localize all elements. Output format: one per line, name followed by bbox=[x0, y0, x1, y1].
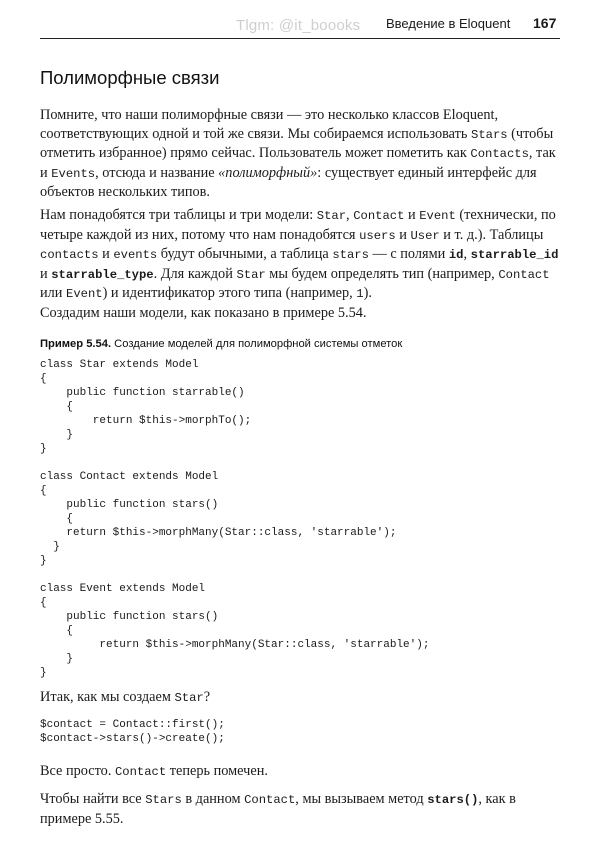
running-header-title: Введение в Eloquent bbox=[386, 16, 511, 31]
inline-code: Events bbox=[51, 166, 96, 181]
example-label: Пример 5.54. bbox=[40, 338, 112, 350]
paragraph-question: Итак, как мы создаем Star? bbox=[40, 689, 211, 705]
page-number: 167 bbox=[533, 15, 557, 31]
paragraph-simple: Все просто. Contact теперь помечен. bbox=[40, 763, 268, 779]
watermark: Tlgm: @it_boooks bbox=[236, 17, 361, 34]
code-block-usage: $contact = Contact::first(); $contact->stars()->create(); bbox=[40, 719, 225, 745]
paragraph-intro: Помните, что наши полиморфные связи — это несколько классов Eloquent, соответствующих одной и той же связи. Мы собираемся использовать Stars (чтобы отметить избранное) прямо сейчас. Пользователь может пометить как Contacts, так и Events, отсюда и название «полиморфный»: существует единый интерфейс для объектов нескольких типов. bbox=[40, 107, 556, 201]
code-block-models: class Star extends Model { public function starrable() { return $this->morphTo(); } } class Contact extends Model { public function stars() { return $this->morphMany(Star::class, 'starrable'); } } class Event extends Model { public function stars() { return $this->morphMany(Star::class, 'starrable'); } } bbox=[40, 359, 430, 679]
emphasis: «полиморфный» bbox=[218, 164, 318, 181]
inline-code: Contacts bbox=[470, 147, 529, 162]
paragraph-lead-in: Создадим наши модели, как показано в примере 5.54. bbox=[40, 305, 367, 321]
example-caption: Пример 5.54. Создание моделей для полиморфной системы отметок bbox=[40, 338, 403, 350]
section-heading: Полиморфные связи bbox=[40, 67, 220, 88]
paragraph-models: Нам понадобятся три таблицы и три модели: Star, Contact и Event (технически, по четыре каждой из них, потому что нам понадобятся users и User и т. д.). Таблицы contacts и events будут обычными, а таблица stars — с полями id, starrable_id и starrable_type. Для каждой Star мы будем определять тип (например, Contact или Event) и идентификатор этого типа (например, 1). bbox=[40, 207, 559, 302]
paragraph-find-stars: Чтобы найти все Stars в данном Contact, мы вызываем метод stars(), как в примере 5.55. bbox=[40, 791, 516, 827]
inline-code: Stars bbox=[471, 127, 508, 142]
header-divider bbox=[40, 38, 560, 39]
